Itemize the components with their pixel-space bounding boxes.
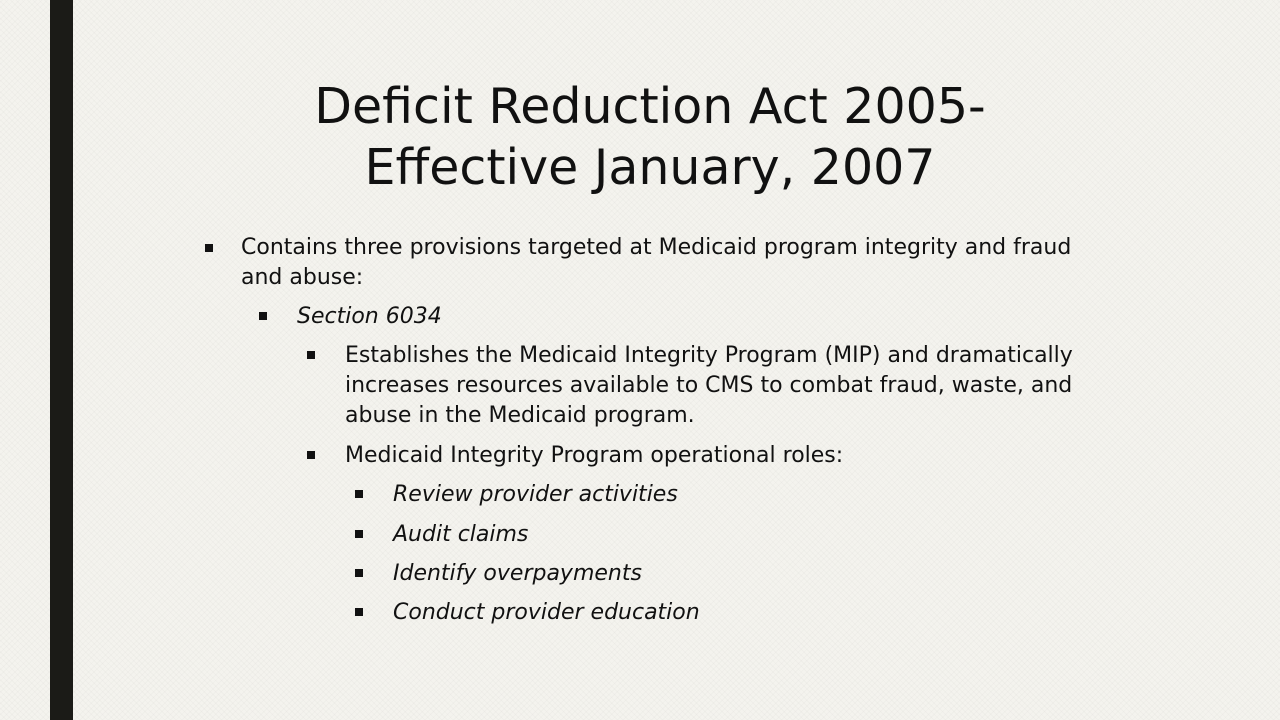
square-bullet-icon bbox=[355, 608, 363, 616]
square-bullet-icon bbox=[355, 569, 363, 577]
square-bullet-icon bbox=[307, 351, 315, 359]
title-line-1: Deficit Reduction Act 2005- bbox=[314, 78, 986, 135]
bullet-text-line: Establishes the Medicaid Integrity Program (MIP) and dramatically bbox=[345, 343, 1073, 368]
bullet-text-line: Identify overpayments bbox=[393, 561, 642, 586]
square-bullet-icon bbox=[307, 451, 315, 459]
square-bullet-icon bbox=[205, 244, 213, 252]
square-bullet-icon bbox=[355, 490, 363, 498]
bullet-text-line: increases resources available to CMS to combat fraud, waste, and bbox=[345, 373, 1073, 398]
bullet-item-roles bbox=[345, 441, 1145, 471]
square-bullet-icon bbox=[355, 530, 363, 538]
bullet-text-line: Contains three provisions targeted at Medicaid program integrity and fraud bbox=[241, 235, 1072, 260]
bullet-item-identify bbox=[393, 559, 1093, 589]
bullet-text-line: Conduct provider education bbox=[393, 600, 700, 625]
bullet-item-audit bbox=[393, 520, 1093, 550]
bullet-text-line: Section 6034 bbox=[297, 304, 442, 329]
bullet-text-line: Audit claims bbox=[393, 522, 529, 547]
bullet-text-line: Medicaid Integrity Program operational roles: bbox=[345, 443, 844, 468]
title-line-2: Effective January, 2007 bbox=[364, 139, 936, 196]
bullet-text-line: Review provider activities bbox=[393, 482, 678, 507]
bullet-text-line: abuse in the Medicaid program. bbox=[345, 403, 695, 428]
bullet-item-review bbox=[393, 480, 1093, 510]
bullet-text-line: and abuse: bbox=[241, 265, 364, 290]
bullet-item-section bbox=[297, 302, 1117, 332]
bullet-item-provisions bbox=[241, 233, 1121, 293]
bullet-item-establishes bbox=[345, 341, 1145, 431]
bullet-item-conduct bbox=[393, 598, 1093, 628]
square-bullet-icon bbox=[259, 312, 267, 320]
